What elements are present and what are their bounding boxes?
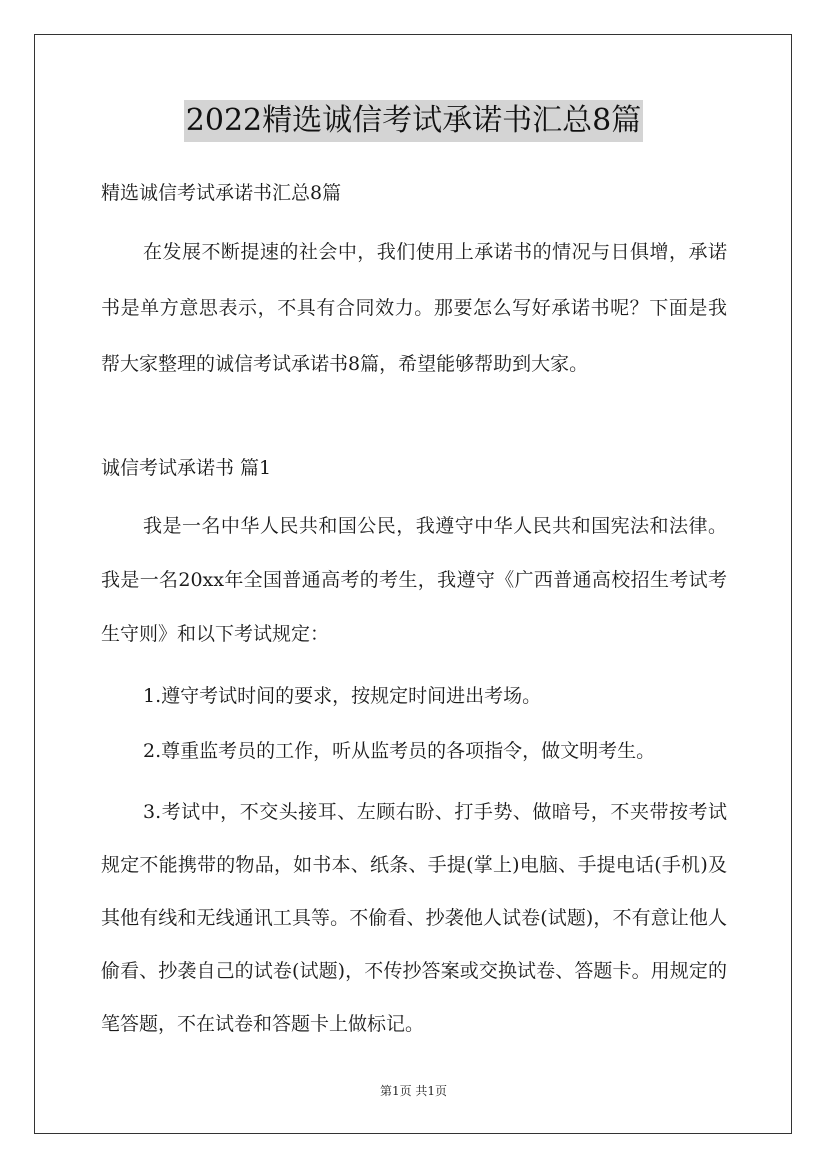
section-heading: 诚信考试承诺书 篇1 xyxy=(101,457,272,479)
spacer xyxy=(101,716,727,731)
spacer xyxy=(101,771,727,786)
rule-item: 2.尊重监考员的工作，听从监考员的各项指令，做文明考生。 xyxy=(143,740,656,762)
document-subtitle: 精选诚信考试承诺书汇总8篇 xyxy=(101,182,342,204)
title-container xyxy=(0,100,827,142)
spacer xyxy=(101,487,727,499)
rule-item: 3.考试中，不交头接耳、左顾右盼、打手势、做暗号，不夹带按考试规定不能携带的物品，如书本、纸条、手提(掌上)电脑、手提电话(手机)及其他有线和无线通讯工具等。不偷看、抄袭他人试卷(试题)，不有意让他人偷看、抄袭自己的试卷(试题)，不传抄答案或交换试卷、答题卡。用规定的笔答题，不在试卷和答题卡上做标记。 xyxy=(101,801,727,1035)
spacer xyxy=(101,212,727,224)
page-footer: 第1页 共1页 xyxy=(379,1084,448,1098)
body-paragraph: 我是一名中华人民共和国公民，我遵守中华人民共和国宪法和法律。我是一名20xx年全国普通高考的考生，我遵守《广西普通高校招生考试考生守则》和以下考试规定： xyxy=(101,515,727,645)
document-body xyxy=(101,174,727,1051)
spacer xyxy=(101,392,727,449)
document-title: 2022精选诚信考试承诺书汇总8篇 xyxy=(184,100,643,142)
rule-item: 1.遵守考试时间的要求，按规定时间进出考场。 xyxy=(143,685,542,707)
spacer xyxy=(101,661,727,676)
intro-paragraph: 在发展不断提速的社会中，我们使用上承诺书的情况与日俱增，承诺书是单方意思表示，不具有合同效力。那要怎么写好承诺书呢？下面是我帮大家整理的诚信考试承诺书8篇，希望能够帮助到大家。 xyxy=(101,241,727,375)
